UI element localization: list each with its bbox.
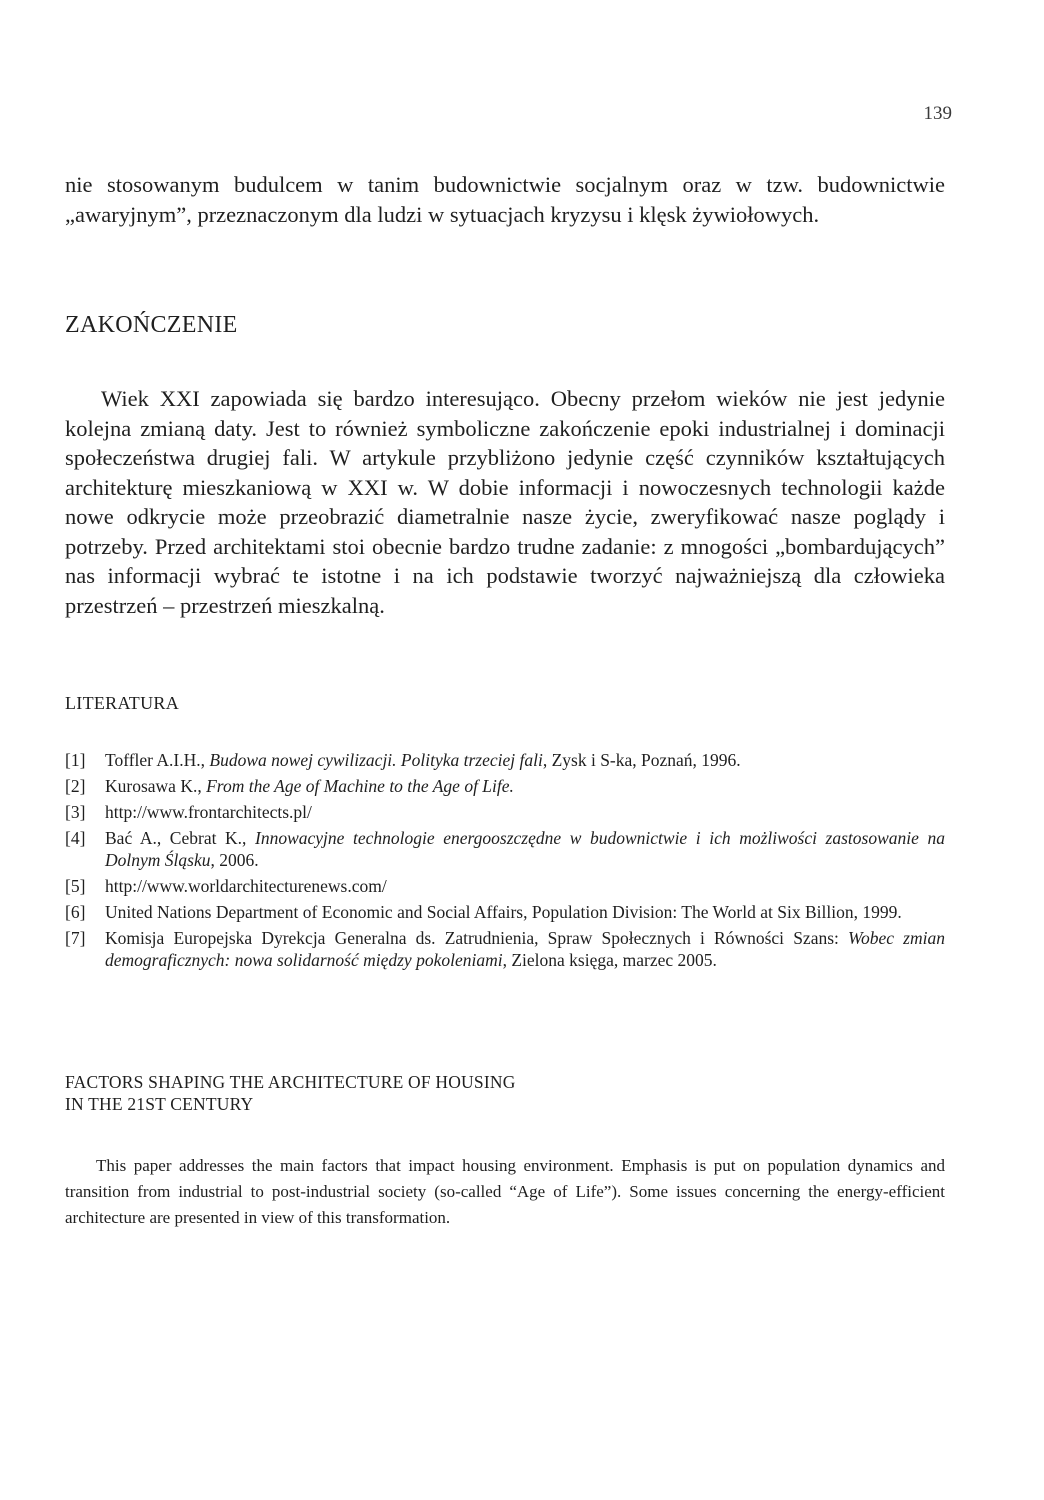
- reference-text-plain: United Nations Department of Economic and Social Affairs, Population Division: The World at Six Billion, 1999.: [105, 902, 902, 922]
- reference-title: Wobec zmian demograficznych: nowa solidarność między pokoleniami: [105, 928, 945, 970]
- reference-text: [105, 749, 945, 771]
- reference-item: [65, 775, 945, 797]
- reference-text-plain: Kurosawa K.,: [105, 776, 207, 796]
- reference-number: [3]: [65, 802, 86, 822]
- reference-number: [1]: [65, 750, 86, 770]
- english-abstract: This paper addresses the main factors that impact housing environment. Emphasis is put on population dynamics and transition from industrial to post-industrial society (so-called “Age of Life”). Some issues concerning the energy-efficient architecture are presented in view of this transformation.: [65, 1156, 945, 1227]
- reference-number: [5]: [65, 876, 86, 896]
- reference-number: [7]: [65, 928, 86, 948]
- intro-paragraph: nie stosowanym budulcem w tanim budownictwie socjalnym oraz w tzw. budownictwie „awaryjnym”, przeznaczonym dla ludzi w sytuacjach kryzysu i klęsk żywiołowych.: [65, 172, 945, 227]
- reference-item: [65, 749, 945, 771]
- reference-text-plain: Bać A., Cebrat K.,: [105, 828, 255, 848]
- reference-item: [65, 827, 945, 871]
- conclusion-paragraph: Wiek XXI zapowiada się bardzo interesująco. Obecny przełom wieków nie jest jedynie kolejna zmianą daty. Jest to również symboliczne zakończenie epoki industrialnej i dominacji społeczeństwa drugiej fali. W artykule przybliżono jedynie część czynników kształtujących architekturę mieszkaniową w XXI w. W dobie informacji i nowoczesnych technologii każde nowe odkrycie może przeobrazić diametralnie nasze życie, zweryfikować nasze poglądy i potrzeby. Przed architektami stoi obecnie bardzo trudne zadanie: z mnogości „bombardujących” nas informacji wybrać te istotne i na ich podstawie tworzyć najważniejszą dla człowieka przestrzeń – przestrzeń mieszkalną.: [65, 386, 945, 618]
- reference-title: Innowacyjne technologie energooszczędne w budownictwie i ich możliwości zastosowanie na Dolnym Śląsku: [105, 828, 945, 870]
- reference-link: http://www.worldarchitecturenews.com/: [105, 876, 387, 896]
- reference-text-tail: , Zysk i S-ka, Poznań, 1996.: [542, 750, 741, 770]
- reference-list: [65, 749, 945, 975]
- reference-number: [4]: [65, 828, 86, 848]
- reference-number: [6]: [65, 902, 86, 922]
- english-title-line2: IN THE 21ST CENTURY: [65, 1094, 254, 1114]
- reference-text: [105, 927, 945, 971]
- reference-text-plain: Toffler A.I.H.,: [105, 750, 210, 770]
- english-title-line1: FACTORS SHAPING THE ARCHITECTURE OF HOUSING: [65, 1072, 516, 1092]
- english-title: [65, 1071, 516, 1115]
- literature-heading: LITERATURA: [65, 693, 179, 713]
- reference-title: Budowa nowej cywilizacji. Polityka trzeciej fali: [209, 750, 543, 770]
- reference-link: http://www.frontarchitects.pl/: [105, 802, 312, 822]
- reference-text: [105, 775, 945, 797]
- reference-item: [65, 875, 945, 897]
- reference-number: [2]: [65, 776, 86, 796]
- reference-title: From the Age of Machine to the Age of Life.: [206, 776, 514, 796]
- reference-item: [65, 927, 945, 971]
- reference-text: [105, 901, 945, 923]
- reference-item: [65, 801, 945, 823]
- reference-text-plain: Komisja Europejska Dyrekcja Generalna ds. Zatrudnienia, Spraw Społecznych i Równości Szans:: [105, 928, 849, 948]
- reference-text: [105, 801, 945, 823]
- reference-text: [105, 827, 945, 871]
- reference-text-tail: , Zielona księga, marzec 2005.: [502, 950, 717, 970]
- reference-text: [105, 875, 945, 897]
- conclusion-heading: ZAKOŃCZENIE: [65, 312, 238, 338]
- reference-item: [65, 901, 945, 923]
- page-number: 139: [923, 103, 952, 124]
- reference-text-tail: , 2006.: [210, 850, 259, 870]
